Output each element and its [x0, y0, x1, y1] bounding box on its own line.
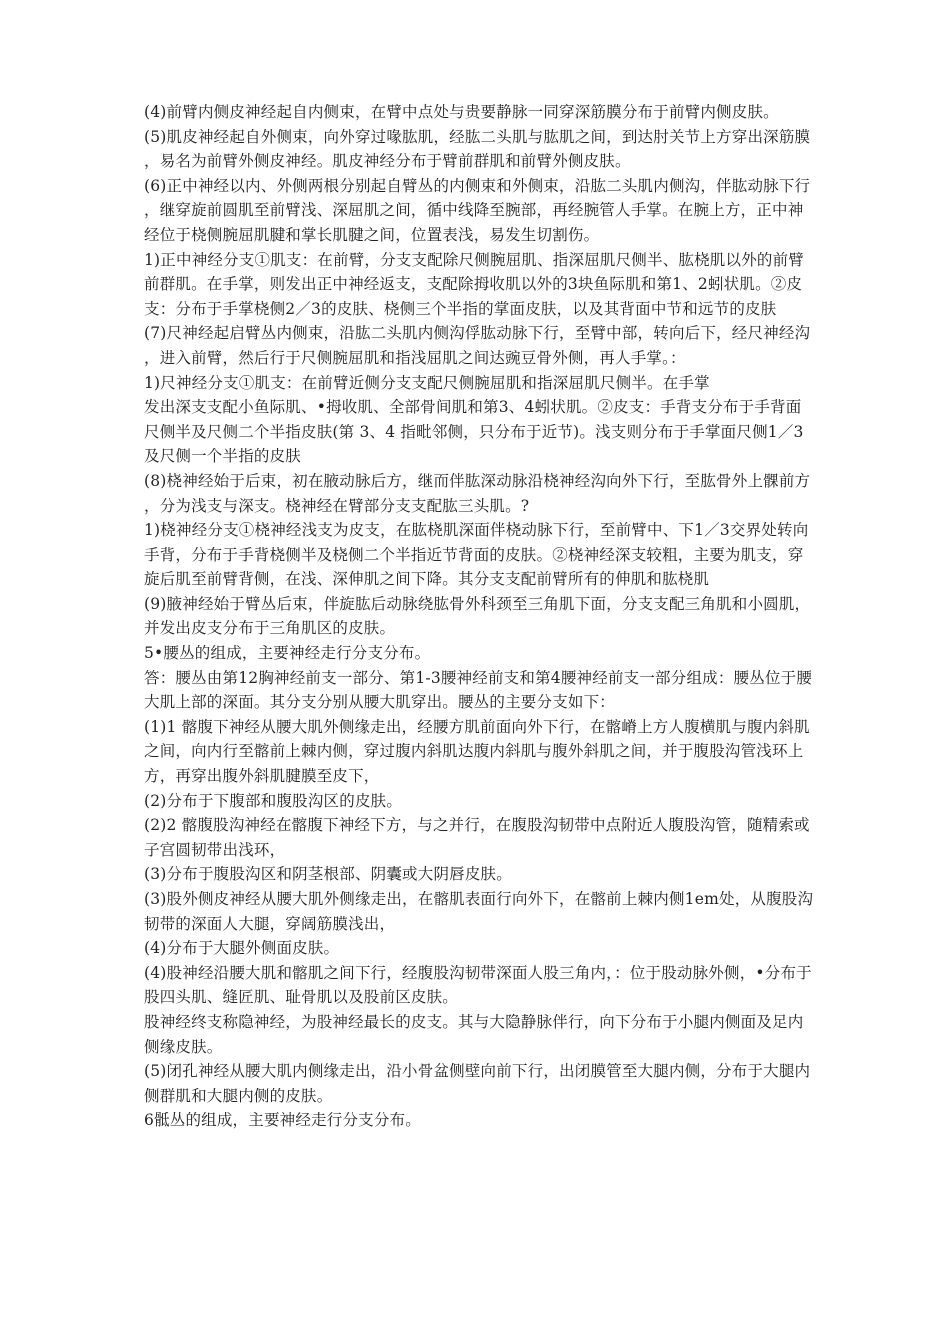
paragraph-musculocutaneous-nerve: (5)肌皮神经起自外侧束，向外穿过喙肱肌，经肱二头肌与肱肌之间，到达肘关节上方穿出深筋膜，易名为前臂外侧皮神经。肌皮神经分布于臂前群肌和前臂外侧皮肤。 [144, 127, 811, 171]
paragraph-radial-nerve-branches: 1)桡神经分支①桡神经浅支为皮支，在肱桡肌深面伴桡动脉下行，至前臂中、下1／3交界处转向手背，分布于手背桡侧半及桡侧二个半指近节背面的皮肤。②桡神经深支较粗，主要为肌支，穿旋后肌至前臂背侧，在浅、深伸肌之间下降。其分支支配前臂所有的伸肌和肱桡肌 [144, 521, 809, 589]
paragraph-median-nerve-branches: 1)正中神经分支①肌支：在前臂，分支支配除尺侧腕屈肌、指深屈肌尺侧半、肱桡肌以外的前臂前群肌。在手掌，则发出正中神经返支，支配除拇收肌以外的3块鱼际肌和第1、2蚓状肌。②皮支：分布于手掌桡侧2／3的皮肤、桡侧三个半指的掌面皮肤，以及其背面中节和远节的皮肤 [144, 250, 805, 318]
paragraph-iliohypogastric-nerve: (1)1 髂腹下神经从腰大肌外侧缘走出，经腰方肌前面向外下行，在髂嵴上方人腹横肌与腹内斜肌之间，向内行至髂前上棘内侧，穿过腹内斜肌达腹内斜肌与腹外斜肌之间，并于腹股沟管浅环上方，再穿出腹外斜肌腱膜至皮下， [144, 717, 810, 786]
paragraph-ilioinguinal-distribution: (3)分布于腹股沟区和阴茎根部、阴囊或大阴唇皮肤。 [144, 865, 512, 884]
paragraph-iliohypogastric-distribution: (2)分布于下腹部和腹股沟区的皮肤。 [144, 791, 403, 810]
paragraph-femoral-nerve: (4)股神经沿腰大肌和髂肌之间下行，经腹股沟韧带深面人股三角内，：位于股动脉外侧，•分布于股四头肌、缝匠肌、耻骨肌以及股前区皮肤。 [144, 963, 812, 1007]
paragraph-obturator-nerve: (5)闭孔神经从腰大肌内侧缘走出，沿小骨盆侧壁向前下行，出闭膜管至大腿内侧，分布于大腿内侧群肌和大腿内侧的皮肤。 [144, 1062, 811, 1105]
question-sacral-plexus: 6骶丛的组成，主要神经走行分支分布。 [144, 1111, 421, 1130]
answer-lumbar-plexus: 答：腰丛由第12胸神经前支一部分、第1-3腰神经前支和第4腰神经前支一部分组成：腰丛位于腰大肌上部的深面。其分支分别从腰大肌穿出。腰丛的主要分支如下： [144, 668, 813, 712]
paragraph-radial-nerve: (8)桡神经始于后束，初在腋动脉后方，继而伴肱深动脉沿桡神经沟向外下行，至肱骨外上髁前方，分为浅支与深支。桡神经在臂部分支支配肱三头肌。? [144, 471, 811, 515]
paragraph-lateral-femoral-distribution: (4)分布于大腿外侧面皮肤。 [144, 939, 340, 958]
paragraph-median-nerve: (6)正中神经以内、外侧两根分别起自臂丛的内侧束和外侧束，沿肱二头肌内侧沟，伴肱动脉下行，继穿旋前圆肌至前臂浅、深屈肌之间，循中线降至腕部，再经腕管人手掌。在腕上方，正中神经位于桡侧腕屈肌腱和掌长肌腱之间，位置表浅，易发生切割伤。 [144, 176, 811, 244]
paragraph-forearm-medial-cutaneous-nerve: (4)前臂内侧皮神经起自内侧束，在臂中点处与贵要静脉一同穿深筋膜分布于前臂内侧皮肤。 [144, 103, 779, 121]
paragraph-ulnar-nerve: (7)尺神经起启臂丛内侧束，沿肱二头肌内侧沟俘肱动脉下行，至臂中部，转向后下，经尺神经沟，进入前臂，然后行于尺侧腕屈肌和指浅屈肌之间达豌豆骨外侧，再人手掌。： [144, 324, 811, 367]
paragraph-saphenous-nerve: 股神经终支称隐神经，为股神经最长的皮支。其与大隐静脉伴行，向下分布于小腿内侧面及足内侧缘皮肤。 [144, 1012, 804, 1056]
paragraph-ulnar-nerve-branches-cont: 发出深支支配小鱼际肌、•拇收肌、全部骨间肌和第3、4蚓状肌。②皮支：手背支分布于手背面尺侧半及尺侧二个半指皮肤(第 3、4 指毗邻侧，只分布于近节)。浅支则分布于手掌面尺侧1／3及尺侧一个半指的皮肤 [144, 398, 804, 466]
paragraph-ulnar-nerve-branches: 1)尺神经分支①肌支：在前臂近侧分支支配尺侧腕屈肌和指深屈肌尺侧半。在手掌 [144, 373, 710, 392]
paragraph-axillary-nerve: (9)腋神经始于臂丛后束，伴旋肱后动脉绕肱骨外科颈至三角肌下面，分支支配三角肌和小圆肌，并发出皮支分布于三角肌区的皮肤。 [144, 594, 811, 638]
document-body [144, 100, 814, 1133]
paragraph-ilioinguinal-nerve: (2)2 髂腹股沟神经在髂腹下神经下方，与之并行，在腹股沟韧带中点附近人腹股沟管，随精索或子宫圆韧带出浅环， [144, 816, 810, 859]
question-lumbar-plexus: 5•腰丛的组成，主要神经走行分支分布。 [144, 644, 431, 663]
paragraph-lateral-femoral-cutaneous-nerve: (3)股外侧皮神经从腰大肌外侧缘走出，在髂肌表面行向外下，在髂前上棘内侧1em处，从腹股沟韧带的深面人大腿，穿阔筋膜浅出， [144, 890, 814, 933]
